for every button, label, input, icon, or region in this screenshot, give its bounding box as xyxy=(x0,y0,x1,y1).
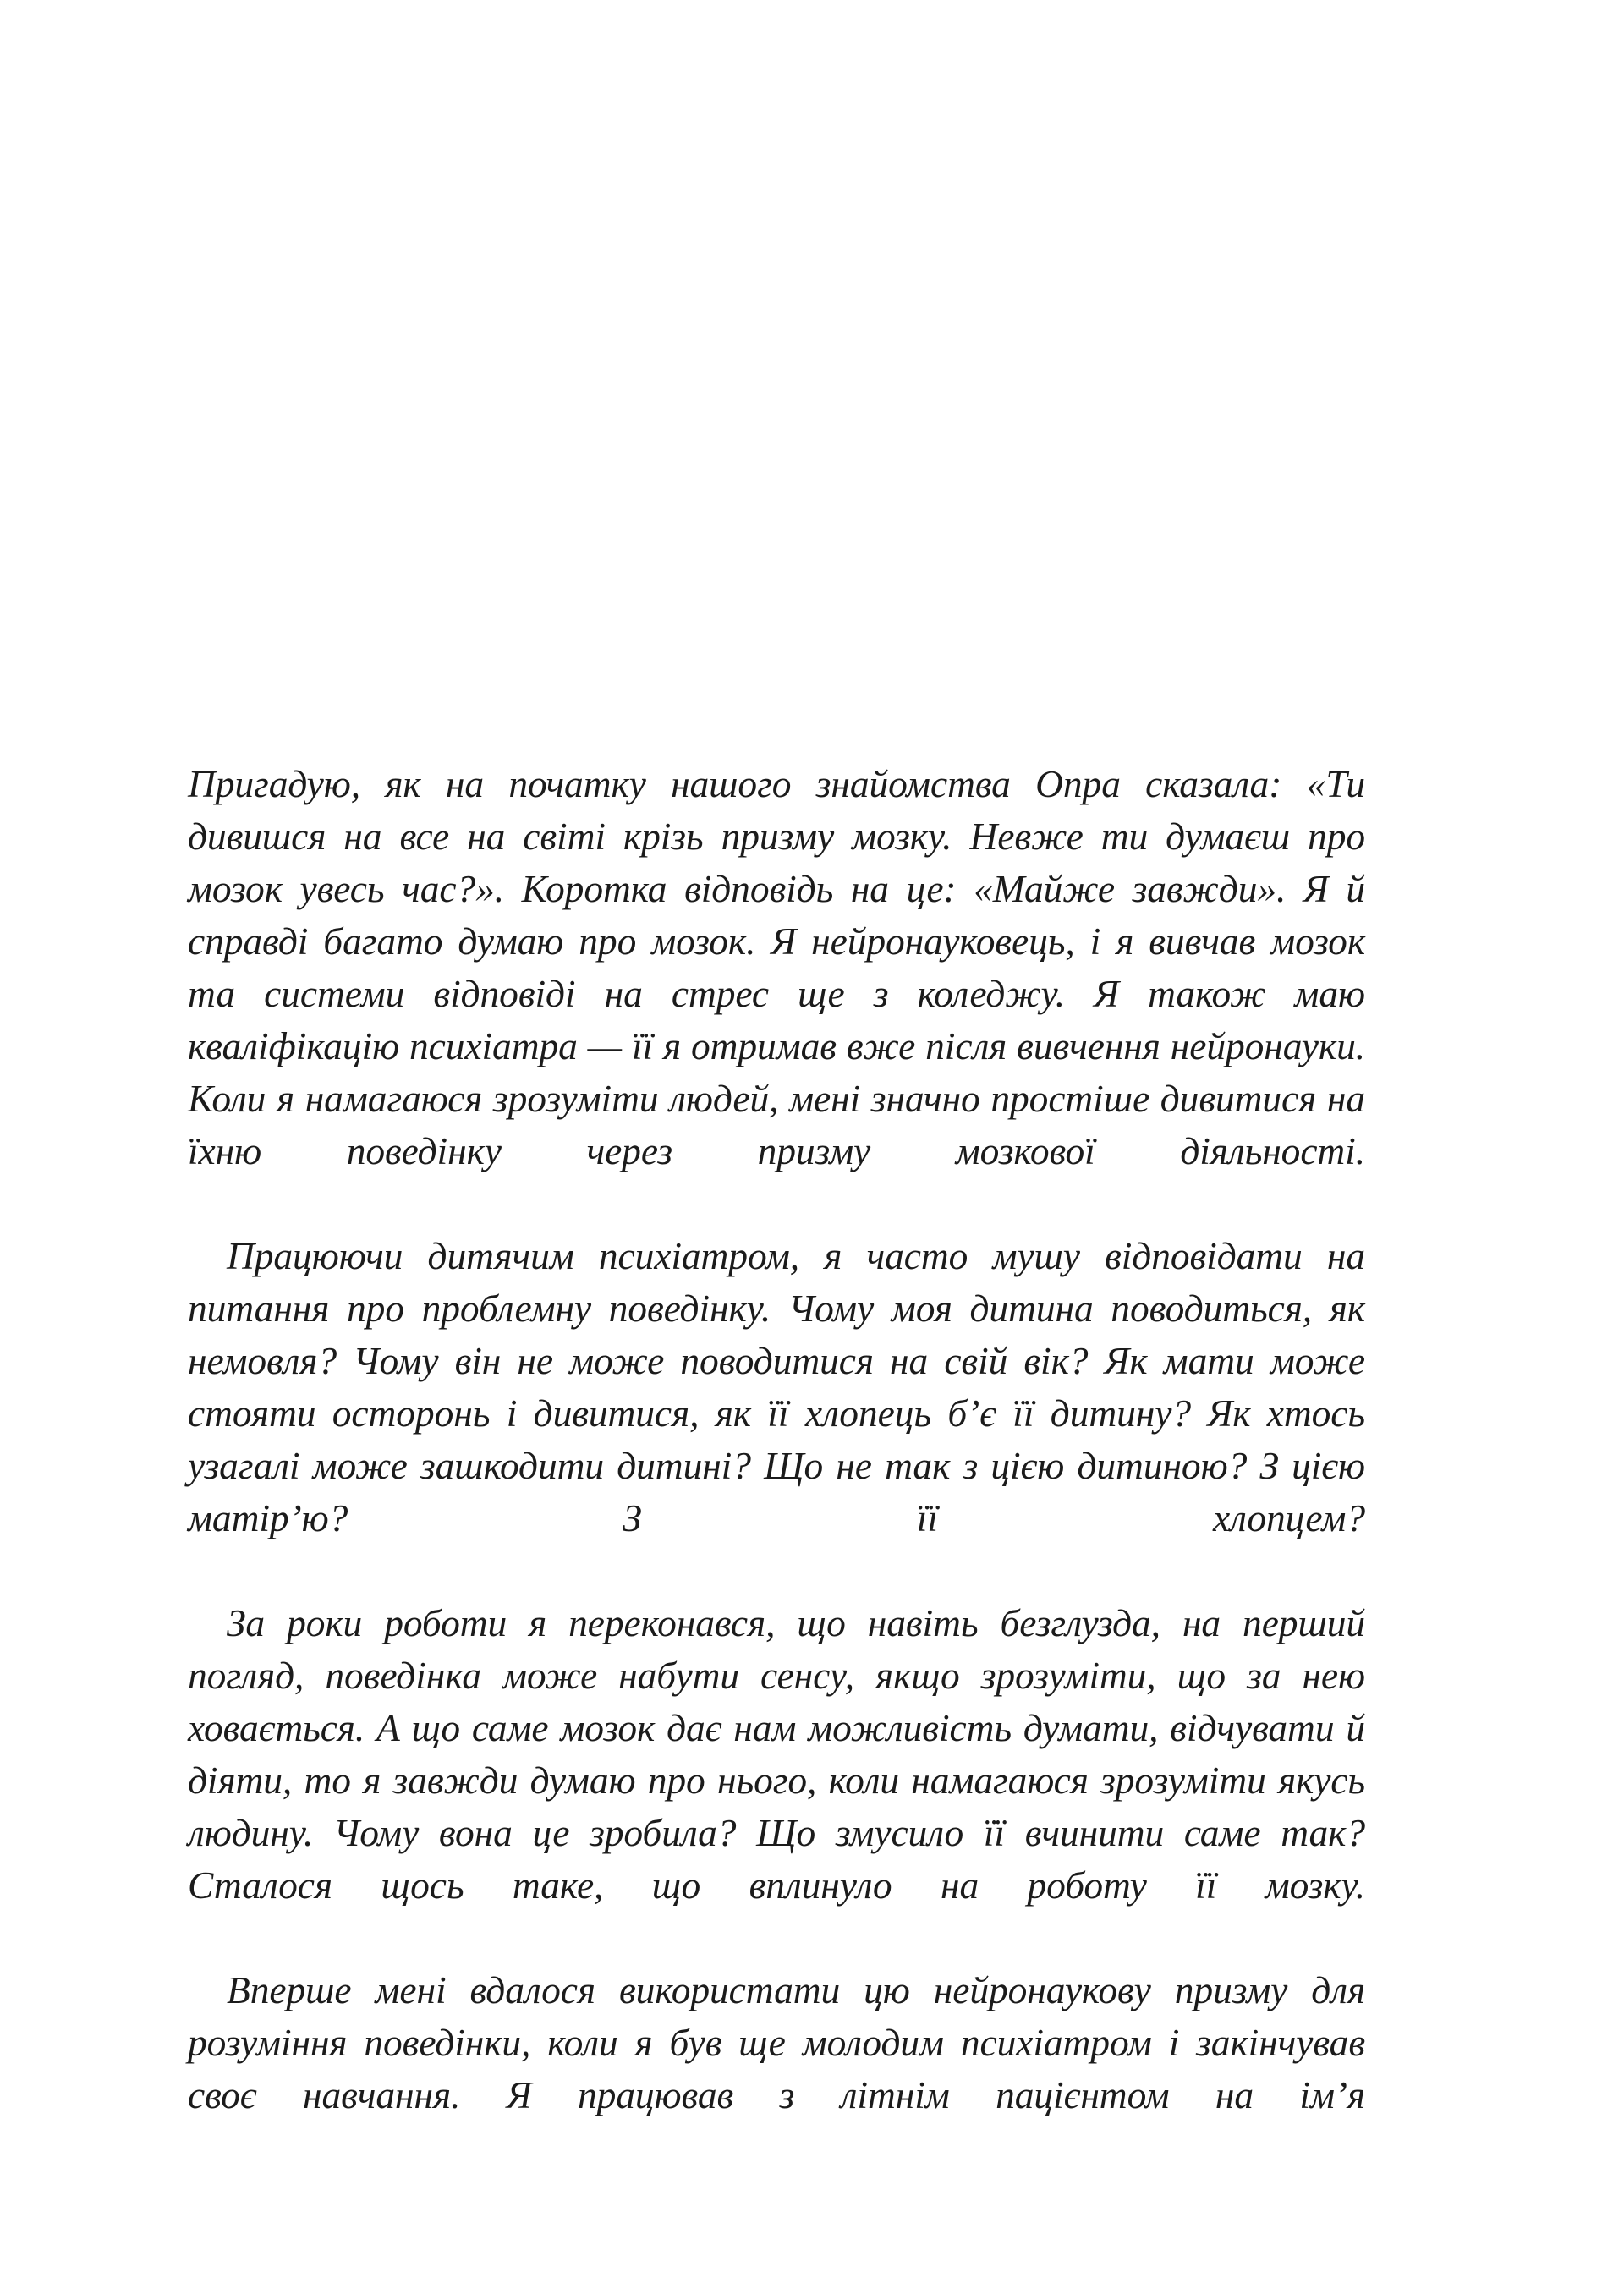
page-bottom-margin xyxy=(188,2187,1436,2221)
paragraph-1: Пригадую, як на початку нашого знайомства Опра сказала: «Ти дивишся на все на світі крізь призму мозку. Невже ти думаєш про мозок увесь час?». Коротка відповідь на це: «Майже завжди». Я й справді багато думаю про мозок. Я нейронауковець, і я вивчав мозок та системи відповіді на стрес ще з коледжу. Я також маю кваліфікацію психіатра — її я отримав вже після вивчення нейронауки. Коли я намагаюся зрозуміти людей, мені значно простіше дивитися на їхню поведінку через призму мозкової діяльності. xyxy=(188,762,1365,1172)
paragraph-2: Працюючи дитячим психіатром, я часто мушу відповідати на питання про проблемну поведінку. Чому моя дитина поводиться, як немовля? Чому він не може поводитися на свій вік? Як мати може стояти осторонь і дивитися, як її хлопець б’є її дитину? Як хтось узагалі може зашкодити дитині? Що не так з цією дитиною? З цією матір’ю? З її хлопцем? xyxy=(188,1234,1365,1539)
paragraph-4: Вперше мені вдалося використати цю нейронаукову призму для розуміння поведінки, коли я був ще молодим психіатром і закінчував своє навчання. Я працював з літнім пацієнтом на ім’я xyxy=(188,1968,1365,2116)
page-top-margin xyxy=(0,0,1624,758)
paragraph-3: За роки роботи я переконався, що навіть безглузда, на перший погляд, поведінка може набути сенсу, якщо зрозуміти, що за нею ховається. А що саме мозок дає нам можливість думати, відчувати й діяти, то я завжди думаю про нього, коли намагаюся зрозуміти якусь людину. Чому вона це зробила? Що змусило її вчинити саме так? Сталося щось таке, що вплинуло на роботу її мозку. xyxy=(188,1601,1365,1907)
body-text-block xyxy=(188,758,1365,2174)
